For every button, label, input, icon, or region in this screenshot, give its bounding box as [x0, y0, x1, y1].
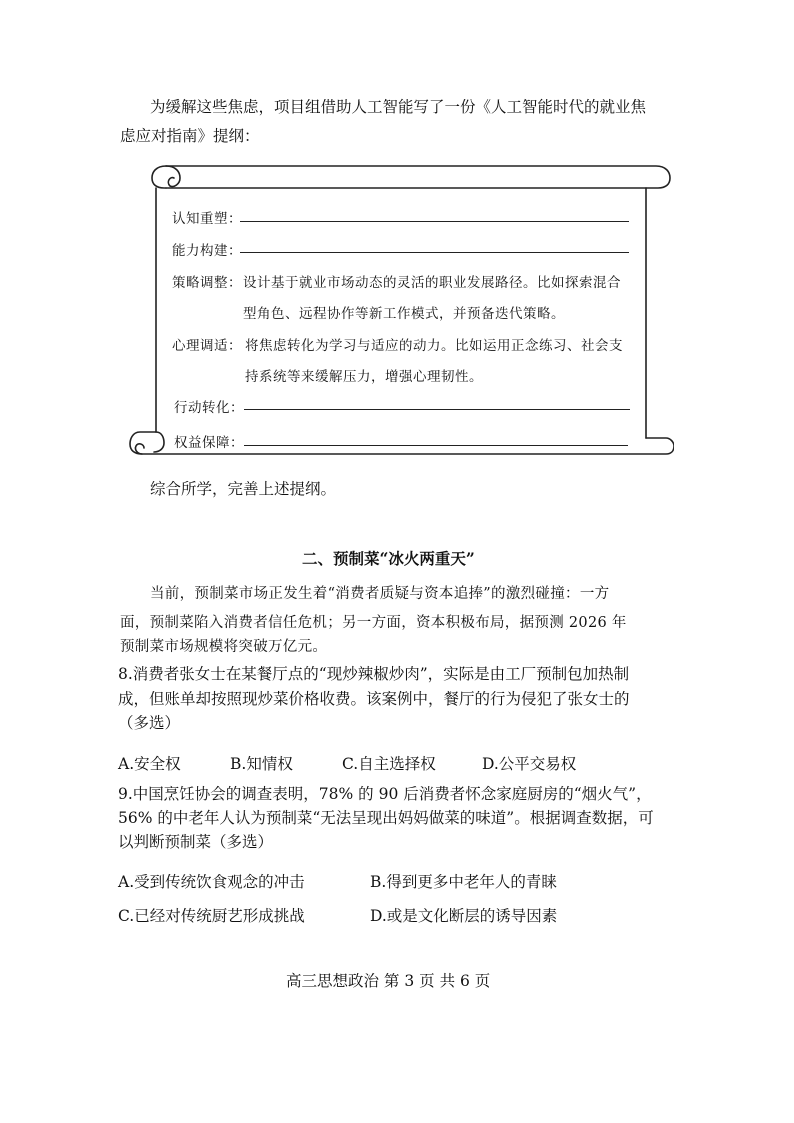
instruction-text: 综合所学，完善上述提纲。	[150, 480, 337, 498]
strategy-line-2: 型角色、远程协作等新工作模式，并预备迭代策略。	[243, 306, 565, 322]
action-label: 行动转化：	[174, 400, 244, 416]
q9-option-d[interactable]: D.或是文化断层的诱导因素	[370, 907, 558, 925]
q9-line-3: 以判断预制菜（多选）	[118, 833, 274, 851]
q8-option-a[interactable]: A.安全权	[118, 755, 181, 773]
section-para-line-1: 当前，预制菜市场正发生着“消费者质疑与资本追捧”的激烈碰撞：一方	[150, 586, 610, 602]
page-footer: 高三思想政治 第 3 页 共 6 页	[286, 972, 491, 990]
mental-line-2: 持系统等来缓解压力，增强心理韧性。	[245, 369, 483, 385]
ability-blank[interactable]	[240, 252, 629, 253]
q8-option-d[interactable]: D.公平交易权	[482, 755, 577, 773]
mental-line-1: 将焦虑转化为学习与适应的动力。比如运用正念练习、社会支	[245, 338, 623, 354]
strategy-line-1: 设计基于就业市场动态的灵活的职业发展路径。比如探索混合	[243, 275, 621, 291]
rights-label: 权益保障：	[174, 435, 244, 451]
q8-option-b[interactable]: B.知情权	[230, 755, 293, 773]
q9-option-b[interactable]: B.得到更多中老年人的青睐	[370, 873, 557, 891]
q8-line-3: （多选）	[118, 714, 181, 732]
q8-option-c[interactable]: C.自主选择权	[342, 755, 436, 773]
ability-label: 能力构建：	[172, 243, 242, 259]
intro-line-1: 为缓解这些焦虑，项目组借助人工智能写了一份《人工智能时代的就业焦	[150, 98, 647, 116]
q9-option-c[interactable]: C.已经对传统厨艺形成挑战	[118, 907, 305, 925]
strategy-label: 策略调整：	[172, 275, 242, 291]
section-para-line-3: 预制菜市场规模将突破万亿元。	[120, 639, 328, 655]
q9-option-a[interactable]: A.受到传统饮食观念的冲击	[118, 873, 305, 891]
q8-line-1: 8.消费者张女士在某餐厅点的“现炒辣椒炒肉”，实际是由工厂预制包加热制	[118, 665, 630, 683]
mental-label: 心理调适：	[172, 338, 242, 354]
q8-line-2: 成，但账单却按照现炒菜价格收费。该案例中，餐厅的行为侵犯了张女士的	[118, 690, 630, 708]
action-blank[interactable]	[244, 409, 630, 410]
cognition-label: 认知重塑：	[172, 211, 242, 227]
cognition-blank[interactable]	[240, 221, 629, 222]
q9-line-2: 56% 的中老年人认为预制菜“无法呈现出妈妈做菜的味道”。根据调查数据，可	[118, 809, 654, 827]
section-title: 二、预制菜“冰火两重天”	[302, 549, 475, 568]
q9-line-1: 9.中国烹饪协会的调查表明，78% 的 90 后消费者怀念家庭厨房的“烟火气”，	[118, 785, 652, 803]
intro-line-2: 虑应对指南》提纲：	[120, 127, 260, 145]
section-para-line-2: 面，预制菜陷入消费者信任危机；另一方面，资本积极布局，据预测 2026 年	[120, 615, 627, 631]
rights-blank[interactable]	[244, 445, 628, 446]
